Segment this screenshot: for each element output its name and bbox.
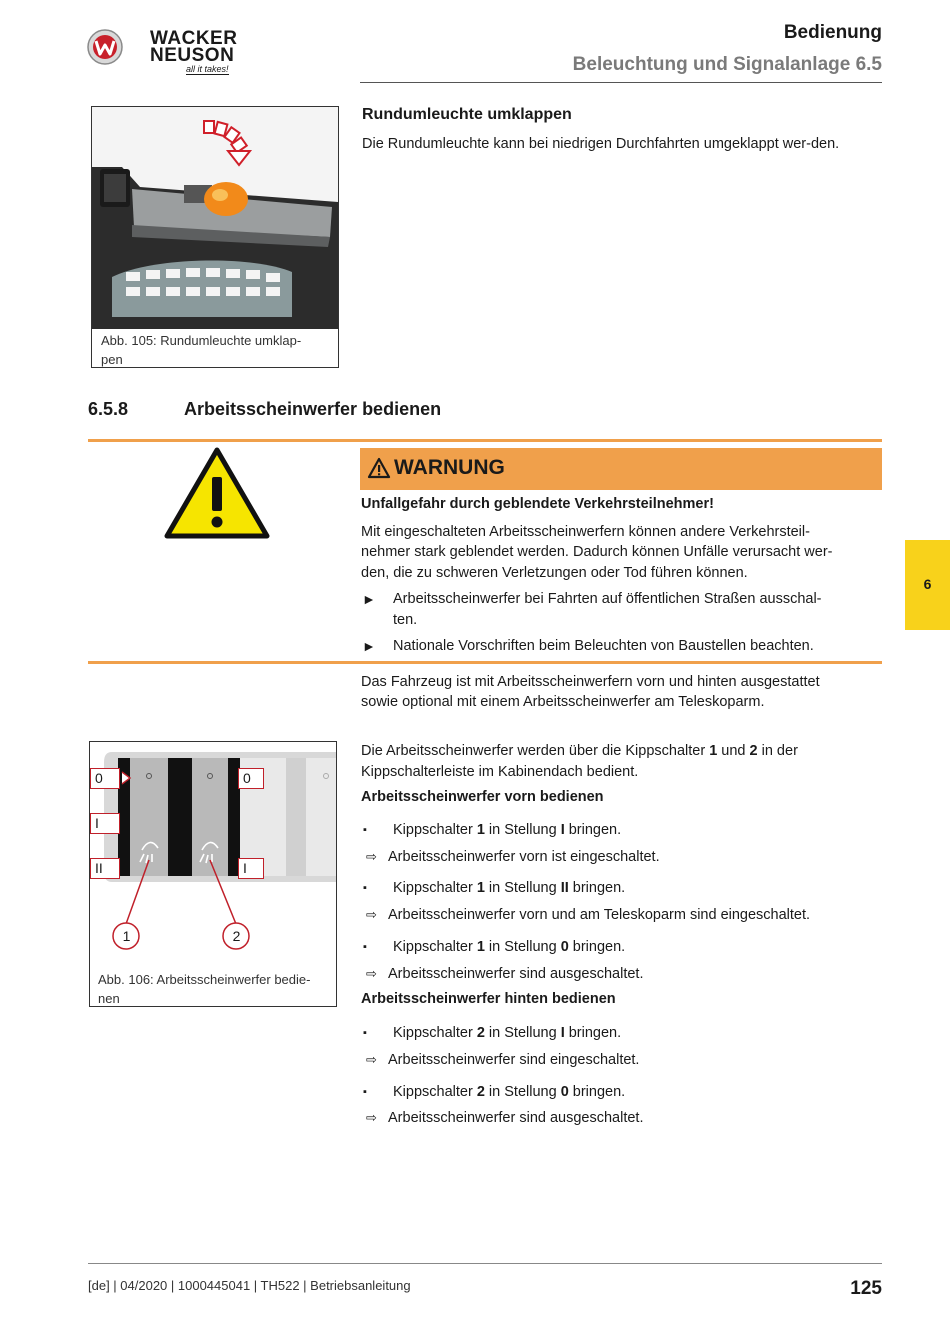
step-text: in Stellung [484, 822, 561, 838]
step-text: bringen. [564, 1025, 622, 1041]
chapter-tab-label: 6 [923, 576, 932, 592]
figure-106-caption-line2: nen [98, 991, 120, 1006]
figure-105-caption-line2: pen [101, 352, 123, 367]
step-marker: ▪ [363, 824, 367, 836]
switch-intro-text-a: Die Arbeitsscheinwerfer werden über die Kippschalter [361, 743, 710, 759]
step-position: II [560, 880, 569, 896]
step-text: Kippschalter [393, 939, 477, 955]
rear-step-2 [393, 1082, 625, 1103]
section-heading: Arbeitsscheinwerfer bedienen [184, 399, 442, 419]
page-number: 125 [850, 1278, 882, 1299]
step-position: I [560, 1025, 565, 1041]
step-text: bringen. [568, 939, 626, 955]
step-switch-number: 2 [476, 1084, 485, 1100]
callout-number-2: 2 [232, 928, 241, 944]
intro-line2: sowie optional mit einem Arbeitsscheinwerfer am Teleskoparm. [361, 694, 765, 710]
step-text: Kippschalter [393, 880, 477, 896]
brand-tagline: all it takes! [186, 64, 229, 74]
callout-number-1: 1 [122, 928, 131, 944]
front-step-3 [393, 937, 625, 958]
switch-intro-line2: Kippschalterleiste im Kabinendach bedient. [361, 764, 639, 780]
step-text: in Stellung [484, 939, 561, 955]
beacon-photo-image [92, 107, 338, 329]
warning-small-icon [367, 457, 391, 479]
warning-bottom-rule [88, 661, 882, 664]
step-marker: ▪ [363, 1086, 367, 1098]
callout-left-0: 0 [90, 768, 120, 789]
result-arrow-icon: ⇨ [366, 1110, 377, 1125]
step-switch-number: 1 [476, 880, 485, 896]
warning-top-rule [88, 439, 882, 442]
step-text: bringen. [564, 822, 622, 838]
section-number: 6.5.8 [88, 399, 129, 419]
intro-line1: Das Fahrzeug ist mit Arbeitsscheinwerfern vorn und hinten ausgestattet [361, 674, 820, 690]
callout-right-I: I [238, 858, 264, 879]
result-arrow-icon: ⇨ [366, 966, 377, 981]
rear-step-1 [393, 1023, 621, 1044]
section-title: Beleuchtung und Signalanlage 6.5 [572, 54, 882, 75]
step-text: bringen. [568, 880, 626, 896]
front-result-1: Arbeitsscheinwerfer vorn ist eingeschaltet. [388, 849, 660, 865]
step-position: I [560, 822, 565, 838]
front-result-3: Arbeitsscheinwerfer sind ausgeschaltet. [388, 966, 644, 982]
figure-105-caption-line1: Abb. 105: Rundumleuchte umklap- [101, 333, 302, 348]
step-marker: ▪ [363, 882, 367, 894]
callout-left-I: I [90, 813, 120, 834]
warning-action-2: Nationale Vorschriften beim Beleuchten von Baustellen beachten. [393, 638, 814, 654]
step-switch-number: 1 [476, 822, 485, 838]
front-step-2 [393, 878, 625, 899]
front-result-2: Arbeitsscheinwerfer vorn und am Teleskoparm sind eingeschaltet. [388, 907, 811, 923]
rear-result-1: Arbeitsscheinwerfer sind eingeschaltet. [388, 1052, 640, 1068]
header-divider [360, 82, 882, 83]
rear-result-2: Arbeitsscheinwerfer sind ausgeschaltet. [388, 1110, 644, 1126]
figure-105 [91, 106, 339, 368]
switch-intro-line1 [361, 741, 798, 762]
result-arrow-icon: ⇨ [366, 907, 377, 922]
step-text: in Stellung [484, 880, 561, 896]
rear-heading: Arbeitsscheinwerfer hinten bedienen [361, 991, 616, 1007]
step-text: Kippschalter [393, 1025, 477, 1041]
step-position: 0 [560, 1084, 569, 1100]
warning-action-1-line2: ten. [393, 612, 418, 628]
step-text: in Stellung [484, 1025, 561, 1041]
step-switch-number: 2 [476, 1025, 485, 1041]
callout-right-0: 0 [238, 768, 264, 789]
chapter-title: Bedienung [783, 22, 882, 43]
step-switch-number: 1 [476, 939, 485, 955]
callout-left-II: II [90, 858, 120, 879]
paragraph-rundumleuchte: Die Rundumleuchte kann bei niedrigen Durchfahrten umgeklappt wer-den. [362, 136, 840, 152]
figure-106 [89, 741, 337, 1007]
subheading-rundumleuchte: Rundumleuchte umklappen [362, 106, 572, 123]
switch-number-2: 2 [749, 743, 758, 759]
step-text: Kippschalter [393, 822, 477, 838]
warning-action-1-line1: Arbeitsscheinwerfer bei Fahrten auf öffentlichen Straßen ausschal- [393, 591, 822, 607]
figure-106-caption-line1: Abb. 106: Arbeitsscheinwerfer bedie- [98, 972, 311, 987]
step-marker: ▪ [363, 941, 367, 953]
warning-body-line1: Mit eingeschalteten Arbeitsscheinwerfern können andere Verkehrsteil- [361, 524, 810, 540]
warning-action-bullet-2: ► [362, 638, 376, 654]
footer-document-info: [de] | 04/2020 | 1000445041 | TH522 | Betriebsanleitung [88, 1278, 411, 1293]
warning-banner [360, 448, 882, 490]
warning-headline: Unfallgefahr durch geblendete Verkehrsteilnehmer! [361, 496, 714, 512]
switch-number-1: 1 [709, 743, 718, 759]
warning-action-bullet-1: ► [362, 591, 376, 607]
switch-intro-text-e: in der [757, 743, 798, 759]
step-text: bringen. [568, 1084, 626, 1100]
front-heading: Arbeitsscheinwerfer vorn bedienen [361, 789, 604, 805]
warning-body-line3: den, die zu schweren Verletzungen oder Tod führen können. [361, 565, 748, 581]
warning-label: WARNUNG [394, 456, 505, 479]
result-arrow-icon: ⇨ [366, 1052, 377, 1067]
step-position: 0 [560, 939, 569, 955]
warning-triangle-icon [164, 447, 270, 539]
warning-body-line2: nehmer stark geblendet werden. Dadurch können Unfälle verursacht wer- [361, 544, 833, 560]
chapter-tab[interactable] [905, 540, 950, 630]
brand-name-line2: NEUSON [150, 45, 235, 66]
step-text: Kippschalter [393, 1084, 477, 1100]
step-marker: ▪ [363, 1027, 367, 1039]
brand-name-line1: WACKER [150, 28, 238, 49]
step-text: in Stellung [484, 1084, 561, 1100]
switch-intro-text-c: und [717, 743, 750, 759]
front-step-1 [393, 820, 621, 841]
result-arrow-icon: ⇨ [366, 849, 377, 864]
footer-divider [88, 1263, 882, 1264]
brand-logo-icon [87, 29, 123, 65]
